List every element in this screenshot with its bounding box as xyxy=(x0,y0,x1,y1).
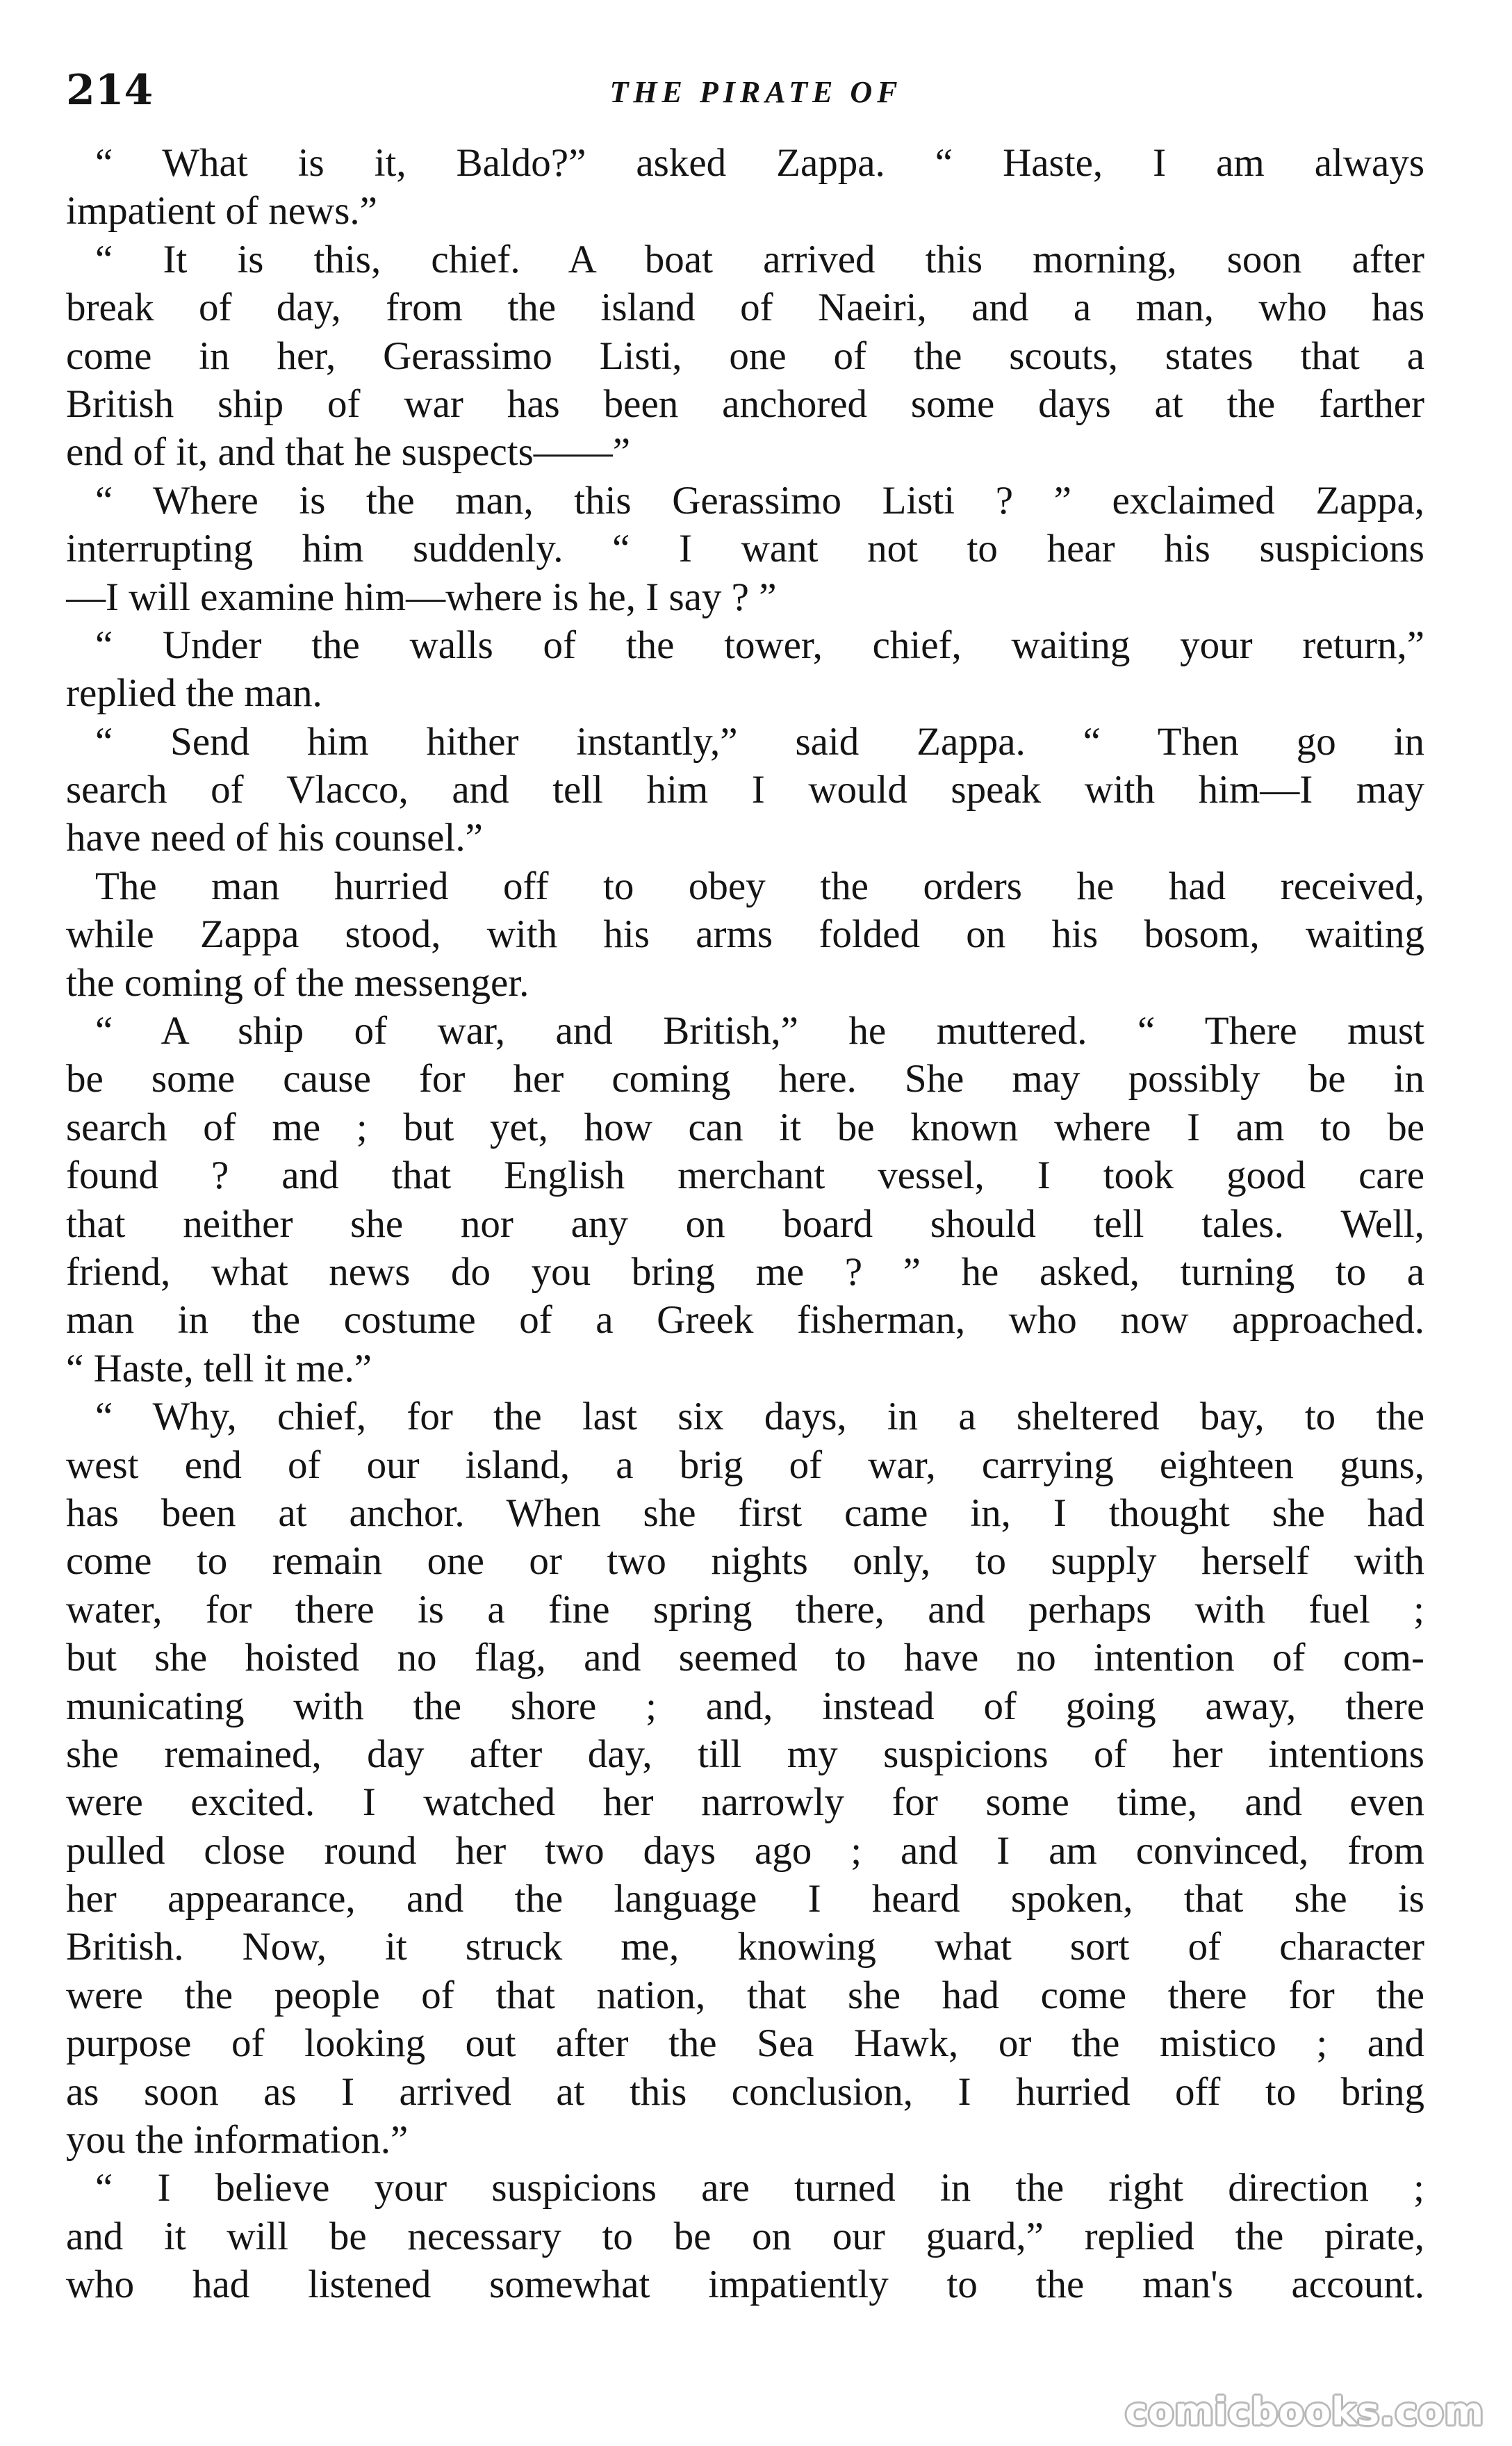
text-line: be some cause for her coming here. She may possibly be in xyxy=(66,1057,1424,1101)
text-line: you the information.” xyxy=(66,2118,409,2162)
body-text xyxy=(66,139,1424,2309)
text-line: British ship of war has been anchored some days at the farther xyxy=(66,381,1424,426)
text-line: were the people of that nation, that she had come there for the xyxy=(66,1973,1424,2017)
text-line: pulled close round her two days ago ; and I am convinced, from xyxy=(66,1828,1424,1873)
text-line: break of day, from the island of Naeiri, and a man, who has xyxy=(66,286,1424,330)
text-line: British. Now, it struck me, knowing what sort of character xyxy=(66,1925,1424,1969)
text-line: —I will examine him—where is he, I say ? ” xyxy=(66,575,777,619)
text-line: “ Why, chief, for the last six days, in a sheltered bay, to the xyxy=(95,1395,1424,1439)
text-line: water, for there is a fine spring there, and perhaps with fuel ; xyxy=(66,1587,1424,1632)
text-line: but she hoisted no flag, and seemed to have no intention of com- xyxy=(66,1636,1424,1680)
text-line: replied the man. xyxy=(66,671,322,716)
page-header xyxy=(66,66,1446,115)
text-line: search of me ; but yet, how can it be known where I am to be xyxy=(66,1105,1424,1149)
running-head: THE PIRATE OF xyxy=(609,75,903,109)
text-line: “ A ship of war, and British,” he muttered. “ There must xyxy=(95,1009,1424,1053)
text-line: “ I believe your suspicions are turned in the right direction ; xyxy=(95,2166,1424,2210)
text-line: she remained, day after day, till my suspicions of her intentions xyxy=(66,1732,1424,1776)
text-line: “ Where is the man, this Gerassimo Listi ? ” exclaimed Zappa, xyxy=(95,478,1424,523)
text-line: end of it, and that he suspects——” xyxy=(66,430,631,475)
text-line: west end of our island, a brig of war, carrying eighteen guns, xyxy=(66,1443,1424,1487)
watermark: comicbooks.com xyxy=(1125,2390,1484,2433)
text-line: “ It is this, chief. A boat arrived this morning, soon after xyxy=(95,237,1424,281)
text-line: found ? and that English merchant vessel, I took good care xyxy=(66,1154,1424,1198)
text-line: come in her, Gerassimo Listi, one of the scouts, states that a xyxy=(66,334,1424,378)
text-line: municating with the shore ; and, instead of going away, there xyxy=(66,1684,1424,1728)
text-line: The man hurried off to obey the orders he had received, xyxy=(95,864,1424,908)
text-line: “ Haste, tell it me.” xyxy=(66,1346,372,1390)
text-line: search of Vlacco, and tell him I would speak with him—I may xyxy=(66,768,1424,812)
text-line: the coming of the messenger. xyxy=(66,960,529,1005)
text-line: “ What is it, Baldo?” asked Zappa. “ Haste, I am always xyxy=(95,141,1424,185)
text-line: that neither she nor any on board should tell tales. Well, xyxy=(66,1201,1424,1246)
text-line: friend, what news do you bring me ? ” he asked, turning to a xyxy=(66,1249,1424,1294)
text-line: as soon as I arrived at this conclusion, I hurried off to bring xyxy=(66,2069,1424,2114)
text-line: have need of his counsel.” xyxy=(66,816,483,860)
text-line: who had listened somewhat impatiently to the man's account. xyxy=(66,2263,1424,2307)
text-line: and it will be necessary to be on our guard,” replied the pirate, xyxy=(66,2214,1424,2258)
text-line: man in the costume of a Greek fisherman, who now approached. xyxy=(66,1298,1424,1343)
page-number: 214 xyxy=(66,66,154,115)
text-line: has been at anchor. When she first came in, I thought she had xyxy=(66,1491,1424,1535)
text-line: her appearance, and the language I heard spoken, that she is xyxy=(66,1877,1424,1921)
text-line: “ Under the walls of the tower, chief, waiting your return,” xyxy=(95,623,1424,667)
text-line: interrupting him suddenly. “ I want not to hear his suspicions xyxy=(66,527,1424,571)
text-line: come to remain one or two nights only, to supply herself with xyxy=(66,1539,1424,1584)
text-line: were excited. I watched her narrowly for some time, and even xyxy=(66,1780,1424,1825)
text-line: purpose of looking out after the Sea Hawk, or the mistico ; and xyxy=(66,2021,1424,2066)
text-line: while Zappa stood, with his arms folded on his bosom, waiting xyxy=(66,912,1424,957)
text-line: impatient of news.” xyxy=(66,189,377,233)
text-line: “ Send him hither instantly,” said Zappa. “ Then go in xyxy=(95,719,1424,764)
